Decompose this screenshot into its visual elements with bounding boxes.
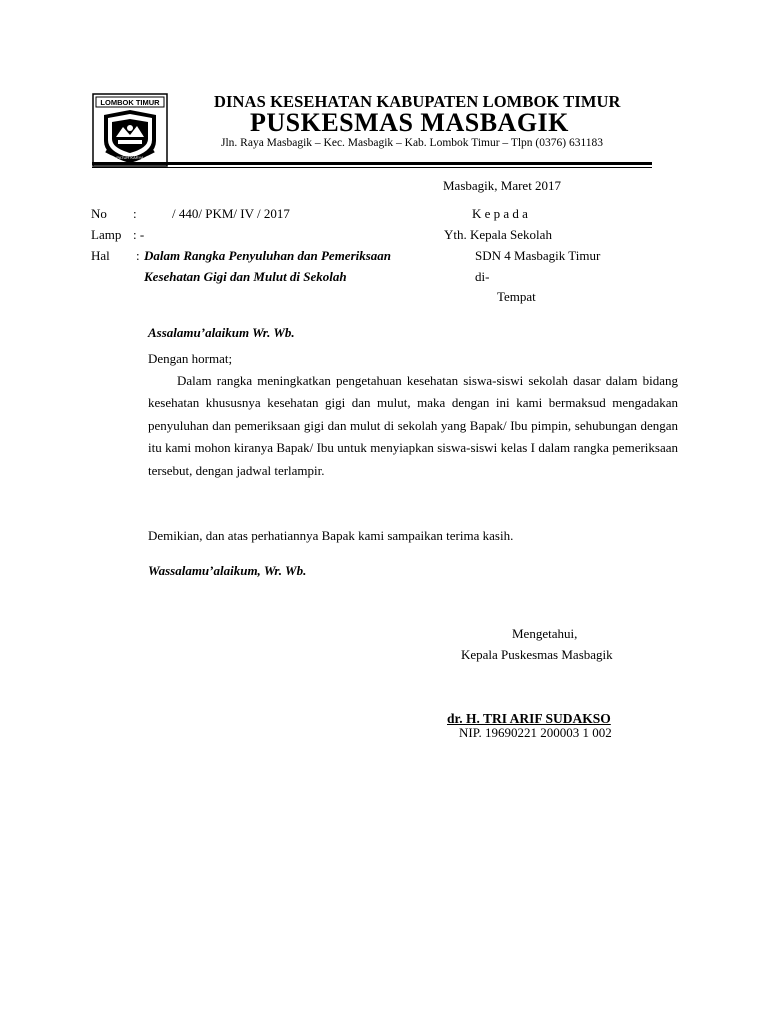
body-paragraph <box>148 370 678 482</box>
recipient-title: Yth. Kepala Sekolah <box>444 227 552 242</box>
subject-line-1: Dalam Rangka Penyuluhan dan Pemeriksaan <box>144 248 392 263</box>
body-paragraph-text: Dalam rangka meningkatkan pengetahuan kesehatan siswa-siswi sekolah dasar dalam bidang kesehatan khususnya kesehatan gigi dan mulut, maka dengan ini kami bermaksud mengadakan penyuluhan dan pemeriksaan gigi dan mulut di sekolah yang Bapak/ Ibu pimpin, sehubungan dengan itu kami mohon kiranya Bapak/ Ibu untuk menyiapkan siswa-siswi kelas I dalam rangka pemeriksaan tersebut, dengan jadwal terlampir. <box>148 373 678 478</box>
organization-name: PUSKESMAS MASBAGIK <box>250 108 569 137</box>
recipient-kepada: K e p a d a <box>472 206 528 221</box>
organization-address: Jln. Raya Masbagik – Kec. Masbagik – Kab. Lombok Timur – Tlpn (0376) 631183 <box>221 137 604 149</box>
greeting: Assalamu’alaikum Wr. Wb. <box>148 325 295 340</box>
no-colon: : <box>133 206 137 221</box>
header-rule-thick <box>92 162 652 165</box>
hal-colon: : <box>136 248 140 263</box>
lamp-label: Lamp <box>91 227 122 242</box>
subject-line-2: Kesehatan Gigi dan Mulut di Sekolah <box>144 269 347 284</box>
recipient-school: SDN 4 Masbagik Timur <box>475 248 601 263</box>
recipient-di: di- <box>475 269 490 284</box>
place-date: Masbagik, Maret 2017 <box>443 178 562 193</box>
recipient-place: Tempat <box>497 289 536 304</box>
farewell: Wassalamu’alaikum, Wr. Wb. <box>148 563 307 578</box>
closing-sentence: Demikian, dan atas perhatiannya Bapak kami sampaikan terima kasih. <box>148 528 514 543</box>
signer-name: dr. H. TRI ARIF SUDAKSO <box>447 711 611 726</box>
no-value: / 440/ PKM/ IV / 2017 <box>172 206 290 221</box>
lamp-value: : - <box>133 227 145 242</box>
salutation: Dengan hormat; <box>148 351 233 366</box>
no-label: No <box>91 206 107 221</box>
signer-nip: NIP. 19690221 200003 1 002 <box>459 725 612 740</box>
logo-text: LOMBOK TIMUR <box>100 98 160 107</box>
header-rule-thin <box>92 167 652 168</box>
signer-title: Kepala Puskesmas Masbagik <box>461 647 613 662</box>
agency-name: DINAS KESEHATAN KABUPATEN LOMBOK TIMUR <box>214 92 621 111</box>
hal-label: Hal <box>91 248 110 263</box>
logo-motto: PATUH KARYA <box>116 155 144 160</box>
lombok-timur-logo <box>92 93 168 167</box>
acknowledge-label: Mengetahui, <box>512 626 578 641</box>
